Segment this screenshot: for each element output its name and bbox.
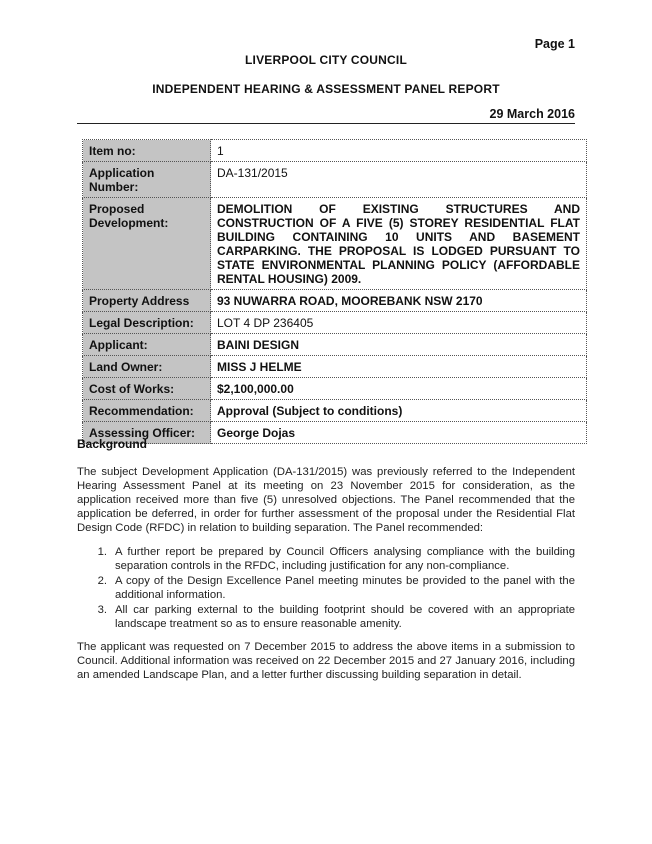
background-paragraph-2: The applicant was requested on 7 December 2015 to address the above items in a submission to Council. Additional information was received on 22 December 2015 and 27 January 2016, including an amended Landscape Plan, and a letter further discussing building separation in detail. <box>77 641 575 681</box>
list-item <box>77 545 575 573</box>
property-address-value: 93 NUWARRA ROAD, MOOREBANK NSW 2170 <box>211 290 587 312</box>
table-row <box>83 356 587 378</box>
background-paragraph-1: The subject Development Application (DA-131/2015) was previously referred to the Independent Hearing Assessment Panel at its meeting on 23 November 2015 for consideration, as the application received more than five (5) unresolved objections. The Panel recommended that the application be deferred, in order for further assessment of the proposal under the Residential Flat Design Code (RFDC) in relation to building separation. The Panel recommended: <box>77 466 575 534</box>
legal-description-label: Legal Description: <box>83 312 211 334</box>
proposed-development-label: Proposed Development: <box>83 198 211 290</box>
list-item-text: A further report be prepared by Council Officers analysing compliance with the building separation controls in the RFDC, including justification for any non-compliance. <box>115 546 575 572</box>
applicant-value: BAINI DESIGN <box>211 334 587 356</box>
list-item-number: 2. <box>97 575 107 587</box>
table-row <box>83 378 587 400</box>
panel-recommendations-list <box>77 545 575 632</box>
list-item-number: 3. <box>97 604 107 616</box>
assessing-officer-label: Assessing Officer: <box>83 422 211 444</box>
table-row <box>83 290 587 312</box>
table-row <box>83 400 587 422</box>
application-number-value: DA-131/2015 <box>211 162 587 198</box>
table-row <box>83 162 587 198</box>
list-item-number: 1. <box>97 546 107 558</box>
list-item-text: All car parking external to the building footprint should be covered with an appropriate landscape treatment so as to ensure reasonable amenity. <box>115 604 575 630</box>
recommendation-value: Approval (Subject to conditions) <box>211 400 587 422</box>
report-date: 29 March 2016 <box>489 107 575 121</box>
background-heading: Background <box>77 437 148 451</box>
property-address-label: Property Address <box>83 290 211 312</box>
assessing-officer-value: George Dojas <box>211 422 587 444</box>
report-title: INDEPENDENT HEARING & ASSESSMENT PANEL REPORT <box>152 82 500 96</box>
council-name: LIVERPOOL CITY COUNCIL <box>245 53 407 67</box>
land-owner-value: MISS J HELME <box>211 356 587 378</box>
proposed-development-value: DEMOLITION OF EXISTING STRUCTURES AND CONSTRUCTION OF A FIVE (5) STOREY RESIDENTIAL FLAT BUILDING CONTAINING 10 UNITS AND BASEMENT CARPARKING. THE PROPOSAL IS LODGED PURSUANT TO STATE ENVIRONMENTAL PLANNING POLICY (AFFORDABLE RENTAL HOUSING) 2009. <box>211 198 587 290</box>
list-item <box>77 574 575 602</box>
item-no-label: Item no: <box>83 140 211 162</box>
table-row <box>83 334 587 356</box>
recommendation-label: Recommendation: <box>83 400 211 422</box>
legal-description-value: LOT 4 DP 236405 <box>211 312 587 334</box>
application-info-table <box>82 139 587 444</box>
header-divider <box>77 123 575 124</box>
page-number: Page 1 <box>534 37 575 51</box>
table-row <box>83 198 587 290</box>
cost-of-works-value: $2,100,000.00 <box>211 378 587 400</box>
list-item <box>77 603 575 631</box>
table-row <box>83 312 587 334</box>
list-item-text: A copy of the Design Excellence Panel meeting minutes be provided to the panel with the additional information. <box>115 575 575 601</box>
land-owner-label: Land Owner: <box>83 356 211 378</box>
table-row <box>83 140 587 162</box>
cost-of-works-label: Cost of Works: <box>83 378 211 400</box>
item-no-value: 1 <box>211 140 587 162</box>
application-number-label: Application Number: <box>83 162 211 198</box>
applicant-label: Applicant: <box>83 334 211 356</box>
table-row <box>83 422 587 444</box>
